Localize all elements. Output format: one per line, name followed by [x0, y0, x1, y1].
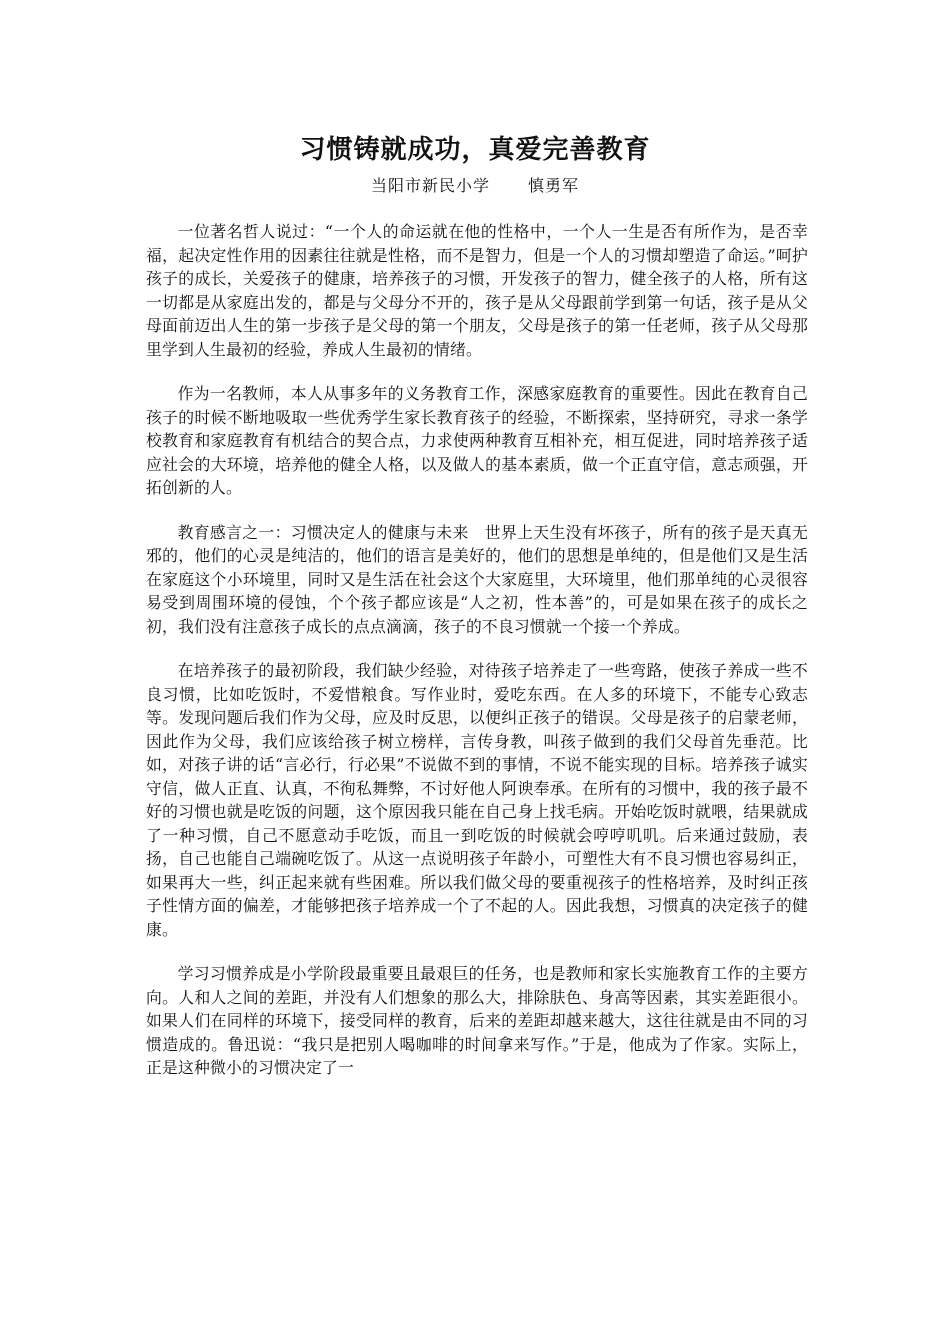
document-body	[146, 220, 808, 1101]
school-name: 当阳市新民小学	[370, 176, 490, 195]
paragraph-1: 一位著名哲人说过：“一个人的命运就在他的性格中，一个人一生是否有所作为，是否幸福，起决定性作用的因素往往就是性格，而不是智力，但是一个人的习惯却塑造了命运。”呵护孩子的成长，关爱孩子的健康，培养孩子的习惯，开发孩子的智力，健全孩子的人格，所有这一切都是从家庭出发的，都是与父母分不开的，孩子是从父母跟前学到第一句话，孩子是从父母面前迈出人生的第一步孩子是父母的第一个朋友，父母是孩子的第一任老师，孩子从父母那里学到人生最初的经验，养成人生最初的情绪。	[146, 222, 808, 359]
paragraph-3: 教育感言之一：习惯决定人的健康与未来 世界上天生没有坏孩子，所有的孩子是天真无邪的，他们的心灵是纯洁的，他们的语言是美好的，他们的思想是单纯的，但是他们又是生活在家庭这个小环境里，同时又是生活在社会这个大家庭里，大环境里，他们那单纯的心灵很容易受到周围环境的侵蚀，个个孩子都应该是“人之初，性本善”的，可是如果在孩子的成长之初，我们没有注意孩子成长的点点滴滴，孩子的不良习惯就一个接一个养成。	[146, 522, 808, 636]
author-name: 慎勇军	[528, 176, 580, 195]
paragraph-5: 学习习惯养成是小学阶段最重要且最艰巨的任务，也是教师和家长实施教育工作的主要方向。人和人之间的差距，并没有人们想象的那么大，排除肤色、身高等因素，其实差距很小。如果人们在同样的环境下，接受同样的教育，后来的差距却越来越大，这往往就是由不同的习惯造成的。鲁迅说：“我只是把别人喝咖啡的时间拿来写作。”于是，他成为了作家。实际上，正是这种微小的习惯决定了一	[146, 964, 808, 1077]
document-title: 习惯铸就成功，真爱完善教育	[299, 135, 651, 165]
paragraph-4: 在培养孩子的最初阶段，我们缺少经验，对待孩子培养走了一些弯路，使孩子养成一些不良习惯，比如吃饭时，不爱惜粮食。写作业时，爱吃东西。在人多的环境下，不能专心致志等。发现问题后我们作为父母，应及时反思，以便纠正孩子的错误。父母是孩子的启蒙老师，因此作为父母，我们应该给孩子树立榜样，言传身教，叫孩子做到的我们父母首先垂范。比如，对孩子讲的话“言必行，行必果”不说做不到的事情，不说不能实现的目标。培养孩子诚实守信，做人正直、认真，不徇私舞弊，不讨好他人阿谀奉承。在所有的习惯中，我的孩子最不好的习惯也就是吃饭的问题，这个原因我只能在自己身上找毛病。开始吃饭时就喂，结果就成了一种习惯，自己不愿意动手吃饭，而且一到吃饭的时候就会哼哼叽叽。后来通过鼓励，表扬，自己也能自己端碗吃饭了。从这一点说明孩子年龄小，可塑性大有不良习惯也容易纠正，如果再大一些，纠正起来就有些困难。所以我们做父母的要重视孩子的性格培养，及时纠正孩子性情方面的偏差，才能够把孩子培养成一个了不起的人。因此我想，习惯真的决定孩子的健康。	[146, 661, 808, 939]
paragraph-2: 作为一名教师，本人从事多年的义务教育工作，深感家庭教育的重要性。因此在教育自己孩子的时候不断地吸取一些优秀学生家长教育孩子的经验，不断探索，坚持研究，寻求一条学校教育和家庭教育有机结合的契合点，力求使两种教育互相补充，相互促进，同时培养孩子适应社会的大环境，培养他的健全人格，以及做人的基本素质，做一个正直守信，意志顽强，开拓创新的人。	[146, 384, 808, 497]
byline	[0, 174, 950, 198]
